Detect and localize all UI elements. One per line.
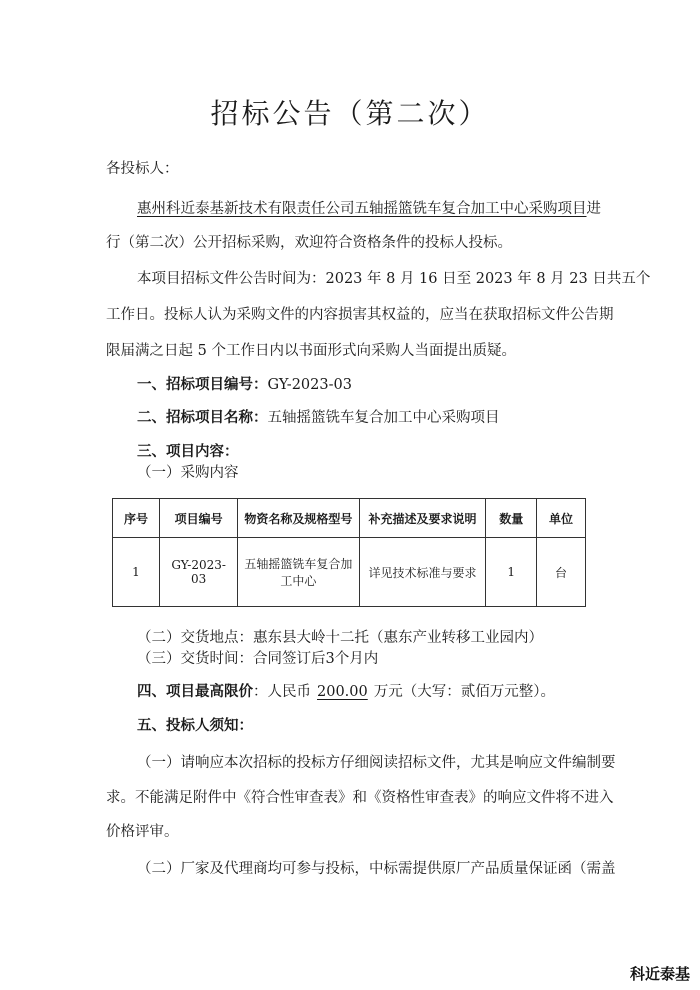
table-header: 序号 [113, 499, 160, 538]
notice-2-line-1: （二）厂家及代理商均可参与投标，中标需提供原厂产品质量保证函（需盖 [137, 861, 616, 877]
section-2-value: 五轴摇篮铣车复合加工中心采购项目 [267, 410, 500, 426]
table-header: 物资名称及规格型号 [238, 499, 359, 538]
section-3-sub-1: （一）采购内容 [137, 465, 239, 481]
table-cell-desc: 详见技术标准与要求 [359, 538, 486, 607]
notice-1-line-1: （一）请响应本次招标的投标方仔细阅读招标文件，尤其是响应文件编制要 [137, 755, 616, 771]
intro-line-1 [137, 197, 601, 218]
table-cell-seq: 1 [113, 538, 160, 607]
delivery-time: （三）交货时间：合同签订后3个月内 [137, 651, 379, 667]
table-header-row [113, 499, 586, 538]
section-4-label: 四、项目最高限价 [137, 683, 253, 700]
notice-1-line-3: 价格评审。 [106, 824, 179, 840]
period-line-1: 本项目招标文件公告时间为：2023 年 8 月 16 日至 2023 年 8 月 23 日共五个 [137, 271, 651, 287]
section-1-value: GY-2023-03 [267, 377, 352, 393]
table-header: 数量 [486, 499, 537, 538]
salutation: 各投标人： [106, 161, 179, 177]
section-4-suffix: 万元（大写：贰佰万元整）。 [373, 684, 555, 700]
table-header: 项目编号 [159, 499, 237, 538]
table-cell-name-line-2: 工中心 [280, 574, 317, 588]
intro-line-2: 行（第二次）公开招标采购，欢迎符合资格条件的投标人投标。 [106, 235, 512, 251]
intro-line-1-tail: 进 [586, 201, 601, 217]
table-cell-name-line-1: 五轴摇篮铣车复合加 [244, 557, 353, 571]
section-3-label: 三、项目内容： [137, 443, 239, 460]
section-2-label: 二、招标项目名称： [137, 409, 268, 426]
page-title: 招标公告（第二次） [210, 97, 490, 130]
notice-1-line-2: 求。不能满足附件中《符合性审查表》和《资格性审查表》的响应文件将不进入 [106, 790, 614, 806]
table-cell-name [238, 538, 359, 607]
procurement-table [112, 498, 586, 607]
table-cell-qty: 1 [486, 538, 537, 607]
table-cell-code: GY-2023-03 [159, 538, 237, 607]
delivery-place: （二）交货地点：惠东县大岭十二托（惠东产业转移工业园内） [137, 630, 543, 646]
section-4 [137, 680, 555, 701]
section-4-amount: 200.00 [317, 684, 368, 700]
section-1-label: 一、招标项目编号： [137, 376, 268, 393]
period-line-3: 限届满之日起 5 个工作日内以书面形式向采购人当面提出质疑。 [106, 343, 516, 359]
section-5-label: 五、投标人须知： [137, 717, 253, 734]
section-2 [137, 406, 500, 427]
project-company-name: 惠州科近泰基新技术有限责任公司五轴摇篮铣车复合加工中心采购项目 [137, 201, 587, 217]
watermark-logo-text: 科近泰基 [629, 965, 690, 983]
section-1 [137, 373, 352, 394]
table-cell-unit: 台 [537, 538, 586, 607]
table-header: 单位 [537, 499, 586, 538]
period-line-2: 工作日。投标人认为采购文件的内容损害其权益的，应当在获取招标文件公告期 [106, 307, 614, 323]
section-4-prefix: ：人民币 [253, 684, 311, 700]
table-header: 补充描述及要求说明 [359, 499, 486, 538]
table-row [113, 538, 586, 607]
